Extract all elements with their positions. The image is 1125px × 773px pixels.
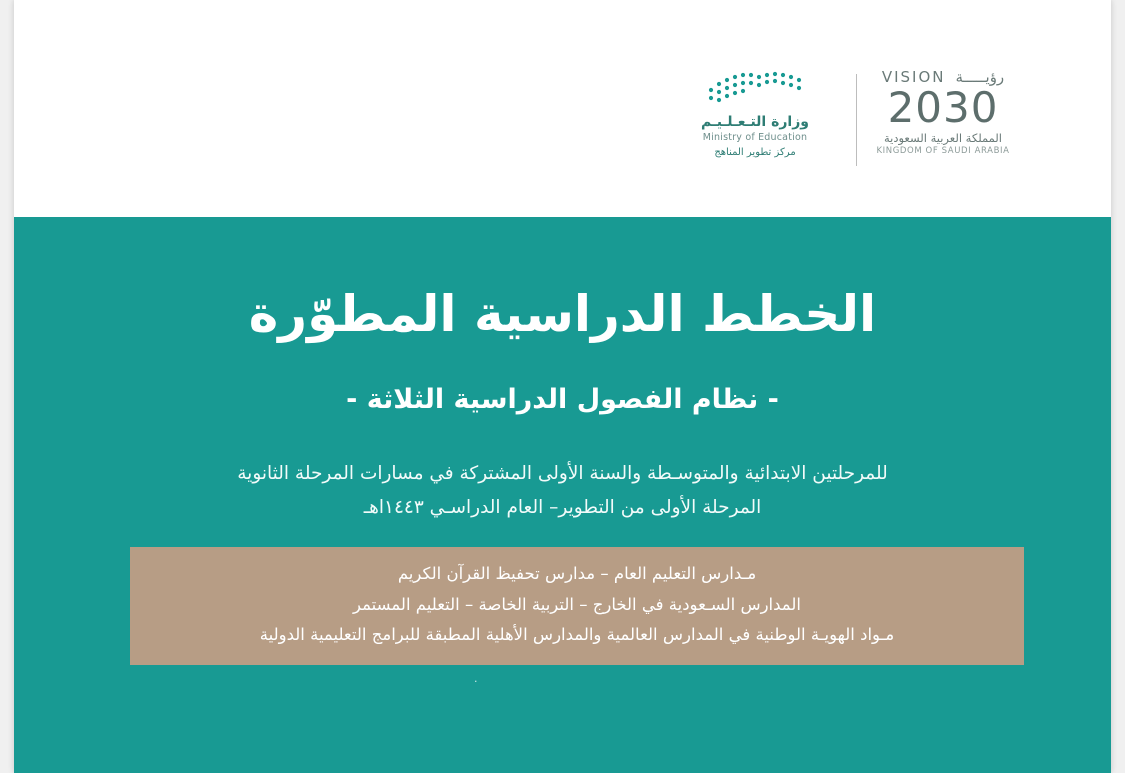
- ministry-name-en: Ministry of Education: [702, 131, 808, 143]
- vision-kingdom-en: KINGDOM OF SAUDI ARABIA: [876, 145, 1010, 156]
- vision-number-text: 2030: [887, 83, 999, 132]
- document-page: [14, 0, 1111, 773]
- cover-band: [14, 217, 1111, 773]
- scope-line: المدارس السـعودية في الخارج – التربية الخاصة – التعليم المستمر: [353, 594, 801, 614]
- cover-description-line-1: للمرحلتين الابتدائية والمتوسـطة والسنة الأولى المشتركة في مسارات المرحلة الثانوية: [237, 463, 888, 484]
- scope-line: مـدارس التعليم العام – مدارس تحفيظ القرآن الكريم: [397, 564, 757, 583]
- vision-number: [873, 83, 1013, 132]
- page-subtitle: - نظام الفصول الدراسية الثلاثة -: [346, 384, 779, 415]
- ministry-unit-ar: مركز تطوير المناهج: [714, 147, 796, 159]
- ministry-name-ar: وزارة التـعـلـيـم: [701, 114, 809, 130]
- page-mark: .: [474, 672, 478, 685]
- scope-highlight-box: [130, 547, 1024, 665]
- page-title: الخطط الدراسية المطوّرة: [248, 285, 877, 343]
- cover-description-line-2: المرحلة الأولى من التطوير– العام الدراسـي ١٤٤٣اهـ: [363, 497, 762, 519]
- scope-line: مـواد الهويـة الوطنية في المدارس العالمية والمدارس الأهلية المطبقة للبرامج التعليمية الدولية: [259, 625, 895, 645]
- logo-group: [670, 68, 1013, 166]
- vision-kingdom-ar: المملكة العربية السعودية: [884, 130, 1002, 145]
- cover-description: [14, 457, 1111, 525]
- logo-divider: [856, 74, 857, 166]
- dots-wave-icon: [699, 68, 811, 108]
- vision-label-en: VISION: [881, 68, 946, 86]
- vision-label-ar: رؤيـــــة: [955, 68, 1005, 86]
- vision-2030-logo: [873, 68, 1013, 156]
- header-band: [14, 0, 1111, 217]
- ministry-of-education-logo: [670, 68, 840, 161]
